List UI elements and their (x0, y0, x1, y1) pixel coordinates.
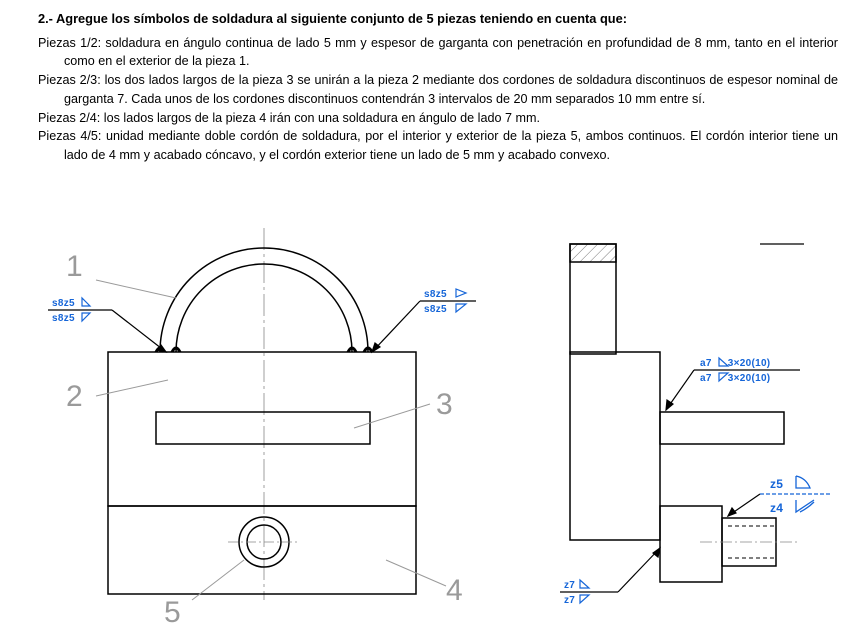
part-label-2: 2 (66, 380, 83, 413)
piece-4-body (108, 506, 416, 594)
side-piece-2 (570, 352, 660, 540)
part-label-5: 5 (164, 596, 181, 629)
weld-1-2-right-top: s8z5 (424, 289, 447, 300)
exercise-heading: 2.- Agregue los símbolos de soldadura al siguiente conjunto de 5 piezas teniendo en cuenta que: (38, 11, 627, 26)
side-hatched-cap (570, 244, 616, 262)
weld-4-5-top: z5 (770, 477, 784, 491)
paragraph-piezas-2-4: Piezas 2/4: los lados largos de la pieza 4 irán con una soldadura en ángulo de lado 7 mm. (38, 110, 540, 125)
paragraph-piezas-1-2: Piezas 1/2: soldadura en ángulo continua de lado 5 mm y espesor de garganta con penetración en profundidad de 8 mm, tanto en el interior como en el exterior de la pieza 1. (38, 35, 838, 69)
weld-2-3-bottom: a7 3×20(10) (700, 373, 771, 384)
front-view (108, 228, 416, 600)
paragraph-piezas-2-3: Piezas 2/3: los dos lados largos de la pieza 3 se unirán a la pieza 2 mediante dos cordones de soldadura discontinuos de espesor nominal de garganta 7. Cada unos de los cordones discontinuos contendrán 3 intervalos de 20 mm separados 10 mm entre sí. (38, 73, 838, 106)
side-view (570, 244, 804, 582)
weld-1-2-left-top: s8z5 (52, 298, 75, 309)
paragraph-piezas-4-5: Piezas 4/5: unidad mediante doble cordón de soldadura, por el interior y exterior de la pieza 5, ambos continuos. El cordón interior tiene un lado de 4 mm y acabado cóncavo, y el cordón exterior tiene un lado de 5 mm y acabado convexo. (38, 129, 838, 162)
part-label-1: 1 (66, 250, 83, 283)
part-leaders (96, 280, 446, 600)
side-piece-3 (660, 412, 784, 444)
part-label-3: 3 (436, 388, 453, 421)
piece-3-slot (156, 412, 370, 444)
part-label-4: 4 (446, 574, 463, 607)
side-piece-4 (660, 506, 722, 582)
weld-2-3-top: a7 3×20(10) (700, 358, 771, 369)
weld-1-2-left-bottom: s8z5 (52, 313, 75, 324)
weld-4-5-bottom: z4 (770, 501, 784, 515)
weld-2-4-bottom: z7 (564, 595, 576, 606)
weld-2-4-top: z7 (564, 580, 576, 591)
weld-1-2-right-bottom: s8z5 (424, 304, 447, 315)
